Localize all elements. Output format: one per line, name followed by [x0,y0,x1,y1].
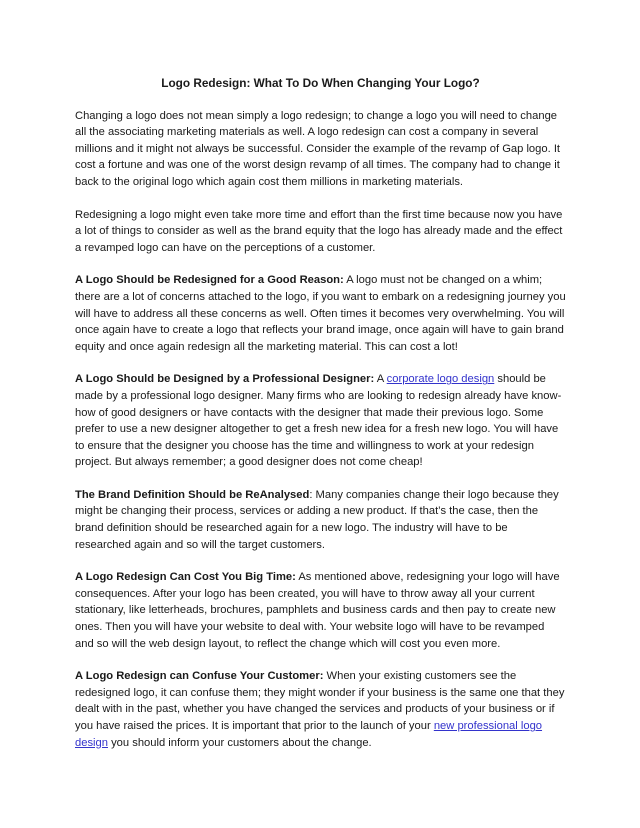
text-run: should be made by a professional logo designer. Many firms who are looking to redesign already have know-how of good designers or have contacts with the designer that made their previous logo. Some prefer to use a new designer altogether to get a fresh new idea for a fresh new logo. You will have to ensure that the designer you choose has the time and willingness to work at your redesign project. But always remember; a good designer does not come cheap! [75,373,562,469]
paragraph [75,108,566,191]
bold-run: A Logo Should be Designed by a Professional Designer: [75,373,375,386]
text-run: Redesigning a logo might even take more time and effort than the first time because now you have a lot of things to consider as well as the brand equity that the logo has already made and the effect a revamped logo can have on the perceptions of a customer. [75,208,563,254]
paragraph [75,668,566,751]
bold-run: A Logo Should be Redesigned for a Good Reason: [75,274,344,287]
text-run: you should inform your customers about the change. [107,736,372,749]
paragraph [75,371,566,471]
text-run: As mentioned above, redesigning your logo will have consequences. After your logo has been created, you will have to throw away all your current stationary, like letterheads, brochures, pamphlets and business cards and then pay to create new ones. Then you will have your website to deal with. Your website logo will have to be revamped and so will the web design layout, to reflect the change which will cost you even more. [75,571,560,650]
paragraph [75,272,566,355]
text-run: When your existing customers see the redesigned logo, it can confuse them; they might wonder if your business is the same one that they dealt with in the past, whether you have changed the services and products of your business or if you have raised the prices. It is important that prior to the launch of your [75,670,565,732]
paragraph [75,207,566,257]
paragraph [75,487,566,553]
text-run: A [374,373,387,386]
text-run: A logo must not be changed on a whim; there are a lot of concerns attached to the logo, if you want to embark on a redesigning journey you will have to address all these concerns as well. Often times it becomes very overwhelming. You will once again have to create a logo that reflects your brand image, once again will have to gain brand equity and once again redesign all the marketing material. This can cost a lot! [75,274,566,353]
text-run: Changing a logo does not mean simply a logo redesign; to change a logo you will need to change all the associating marketing materials as well. A logo redesign can cost a company in several millions and it might not always be successful. Consider the example of the revamp of Gap logo. It cost a fortune and was one of the worst design revamp of all times. The company had to change it back to the original logo which again cost them millions in marketing materials. [75,109,561,188]
bold-run: A Logo Redesign Can Cost You Big Time: [75,571,296,584]
bold-run: The Brand Definition Should be ReAnalysed [75,488,310,501]
hyperlink[interactable]: new professional logo design [75,720,543,749]
text-run: : Many companies change their logo because they might be changing their process, services or adding a new product. If that’s the case, then the brand definition should be researched again for a new logo. The industry will have to be researched again and so will the target customers. [75,488,559,551]
bold-run: A Logo Redesign can Confuse Your Customer: [75,670,324,683]
document-body [75,108,566,752]
hyperlink[interactable]: corporate logo design [386,373,495,386]
document-title: Logo Redesign: What To Do When Changing Your Logo? [161,76,480,90]
paragraph [75,569,566,652]
